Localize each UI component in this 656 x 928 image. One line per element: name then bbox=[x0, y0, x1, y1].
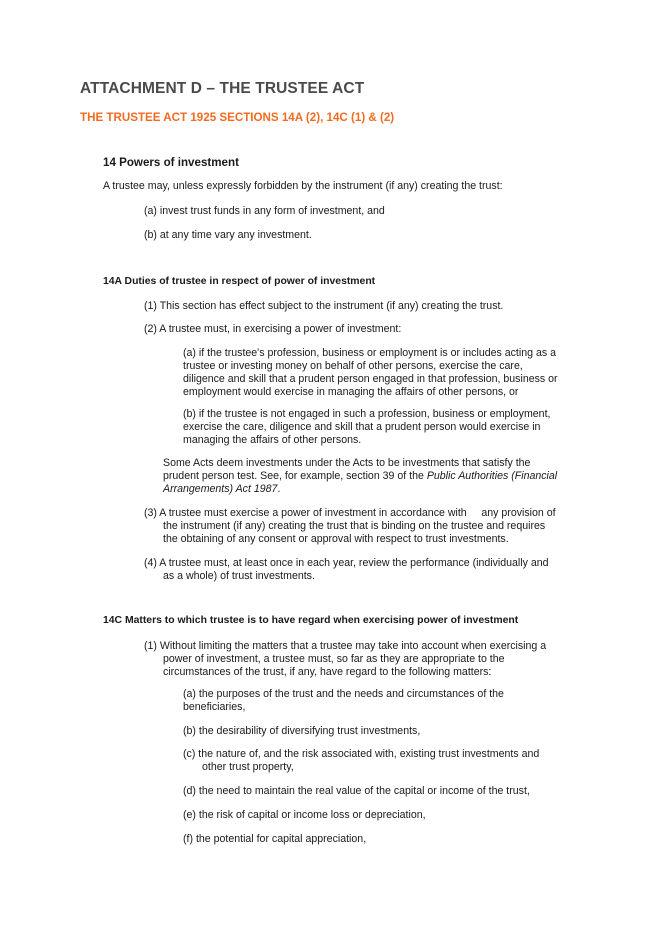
note-line bbox=[163, 470, 557, 483]
subsection-line: circumstances of the trust, if any, have regard to the following matters: bbox=[163, 666, 492, 678]
item-line: beneficiaries, bbox=[183, 701, 246, 713]
note-line: Some Acts deem investments under the Acts to be investments that satisfy the bbox=[163, 457, 531, 469]
section-14c-item-e: (e) the risk of capital or income loss or depreciation, bbox=[183, 809, 426, 821]
act-subtitle: THE TRUSTEE ACT 1925 SECTIONS 14A (2), 14C (1) & (2) bbox=[80, 111, 395, 124]
note-text: prudent person test. See, for example, section 39 of the bbox=[163, 470, 427, 482]
section-14c-item-f: (f) the potential for capital appreciation, bbox=[183, 833, 367, 845]
note-line bbox=[163, 483, 557, 496]
subsection-line: the obtaining of any consent or approval with respect to trust investments. bbox=[163, 533, 509, 545]
section-14a-subsection-2: (2) A trustee must, in exercising a power of investment: bbox=[144, 323, 402, 335]
attachment-title: ATTACHMENT D – THE TRUSTEE ACT bbox=[80, 80, 365, 97]
section-14a-heading: 14A Duties of trustee in respect of power of investment bbox=[103, 276, 376, 287]
section-14a-2b-line: (b) if the trustee is not engaged in such a profession, business or employment, bbox=[183, 408, 551, 420]
section-14-item-a: (a) invest trust funds in any form of investment, and bbox=[144, 205, 385, 217]
section-14c-item-a bbox=[183, 688, 504, 714]
subsection-line: (1) Without limiting the matters that a trustee may take into account when exercising a bbox=[144, 640, 547, 652]
subsection-line: power of investment, a trustee must, so far as they are appropriate to the bbox=[163, 653, 505, 665]
subsection-line: (4) A trustee must, at least once in each year, review the performance (individually and bbox=[144, 557, 549, 569]
section-14a-2a-line: trustee or investing money on behalf of other persons, exercise the care, bbox=[183, 360, 523, 372]
item-line: (c) the nature of, and the risk associated with, existing trust investments and bbox=[183, 748, 540, 760]
section-14a-2a-line: employment would exercise in managing the affairs of other persons, or bbox=[183, 386, 519, 398]
section-14a-subsection-1: (1) This section has effect subject to the instrument (if any) creating the trust. bbox=[144, 300, 504, 312]
section-14a-note bbox=[163, 457, 557, 496]
note-text: . bbox=[277, 483, 281, 495]
section-14a-subsection-4 bbox=[144, 557, 549, 583]
section-14c-item-c bbox=[183, 748, 539, 774]
item-line: (a) the purposes of the trust and the needs and circumstances of the bbox=[183, 688, 504, 700]
section-14a-2b-line: managing the affairs of other persons. bbox=[183, 434, 362, 446]
act-citation: Arrangements) Act 1987 bbox=[163, 483, 278, 495]
section-14a-2a bbox=[183, 347, 558, 399]
subsection-line: (3) A trustee must exercise a power of investment in accordance with any provision of bbox=[144, 507, 556, 519]
section-14-item-b: (b) at any time vary any investment. bbox=[144, 229, 312, 241]
section-14a-2b bbox=[183, 408, 550, 447]
subsection-line: the instrument (if any) creating the trust that is binding on the trustee and requires bbox=[163, 520, 546, 532]
section-14c-item-d: (d) the need to maintain the real value of the capital or income of the trust, bbox=[183, 785, 530, 797]
section-14a-2b-line: exercise the care, diligence and skill that a prudent person would exercise in bbox=[183, 421, 541, 433]
section-14-heading: 14 Powers of investment bbox=[103, 156, 239, 169]
section-14a-subsection-3 bbox=[144, 507, 556, 546]
section-14c-item-b: (b) the desirability of diversifying trust investments, bbox=[183, 725, 421, 737]
item-line: other trust property, bbox=[202, 761, 294, 773]
section-14a-2a-line: diligence and skill that a prudent person engaged in that profession, business or bbox=[183, 373, 558, 385]
section-14-intro: A trustee may, unless expressly forbidden by the instrument (if any) creating the trust: bbox=[103, 180, 503, 192]
subsection-line: as a whole) of trust investments. bbox=[163, 570, 315, 582]
act-citation: Public Authorities (Financial bbox=[426, 470, 558, 482]
section-14c-subsection-1 bbox=[144, 640, 546, 679]
section-14c-heading: 14C Matters to which trustee is to have regard when exercising power of investment bbox=[103, 615, 519, 626]
section-14a-2a-line: (a) if the trustee's profession, business or employment is or includes acting as a bbox=[183, 347, 556, 359]
